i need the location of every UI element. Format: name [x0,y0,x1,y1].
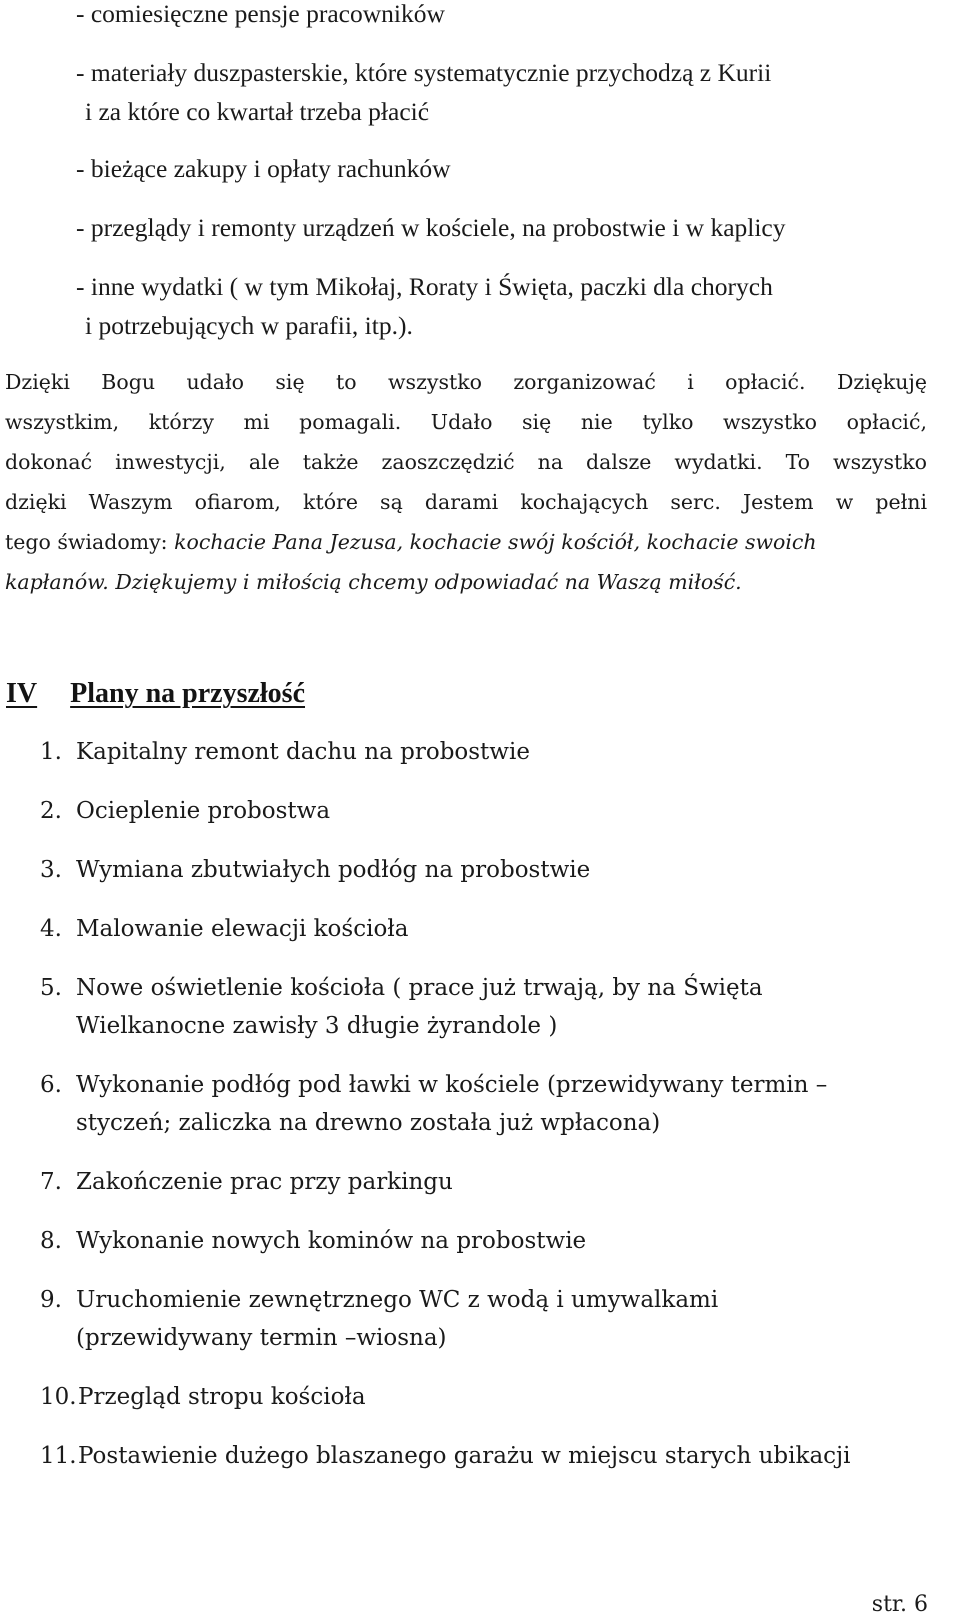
section-title: Plany na przyszłość [70,678,306,709]
plan-text: Postawienie dużego blaszanego garażu w miejscu starych ubikacji [78,1443,851,1469]
plan-number: 11. [40,1443,77,1469]
thanks-paragraph [5,362,927,602]
plan-number: 6. [40,1072,62,1098]
plan-number: 10. [40,1384,77,1410]
plan-item-1 [40,733,530,771]
bullet-text: - inne wydatki ( w tym Mikołaj, Roraty i Święta, paczki dla chorych [76,272,773,301]
plan-item-8 [40,1222,586,1260]
paragraph-line-2: wszystkim, którzy mi pomagali. Udało się nie tylko wszystko opłacić, [5,410,927,434]
expense-bullet-2 [76,53,771,131]
plan-item-4 [40,910,408,948]
plan-item-7 [40,1163,453,1201]
section-number: IV [6,678,38,709]
expense-bullet-1 [76,0,445,33]
plan-text: Wykonanie nowych kominów na probostwie [76,1228,587,1254]
bullet-text: - comiesięczne pensje pracowników [76,0,445,28]
paragraph-line-4: dzięki Waszym ofiarom, które są darami kochających serc. Jestem w pełni [5,490,927,514]
section-heading [6,672,305,716]
plan-item-6 [40,1066,827,1142]
expense-bullet-4 [76,208,786,247]
plan-number: 9. [40,1287,62,1313]
plan-number: 8. [40,1228,62,1254]
plan-item-3 [40,851,590,889]
plan-text: Wymiana zbutwiałych podłóg na probostwie [76,857,591,883]
plan-text: Wykonanie podłóg pod ławki w kościele (przewidywany termin – [76,1072,828,1098]
plan-text: Nowe oświetlenie kościoła ( prace już trwają, by na Święta [76,975,763,1001]
paragraph-text: tego świadomy: [5,530,175,554]
plan-item-11 [40,1437,851,1475]
bullet-text: - przeglądy i remonty urządzeń w kościele, na probostwie i w kaplicy [76,213,786,242]
plan-text: Uruchomienie zewnętrznego WC z wodą i umywalkami [76,1287,719,1313]
plan-text-continuation: Wielkanocne zawisły 3 długie żyrandole ) [76,1013,558,1039]
plan-number: 1. [40,739,62,765]
plan-text-continuation: styczeń; zaliczka na drewno została już wpłacona) [76,1110,661,1136]
plan-number: 5. [40,975,62,1001]
paragraph-italic-text: kapłanów. Dziękujemy i miłością chcemy odpowiadać na Waszą miłość. [5,570,742,594]
plan-number: 2. [40,798,62,824]
expense-bullet-3 [76,149,451,188]
expense-bullet-5 [76,267,773,345]
plan-number: 3. [40,857,62,883]
plan-text: Ocieplenie probostwa [76,798,331,824]
bullet-text: - bieżące zakupy i opłaty rachunków [76,154,451,183]
plan-text: Zakończenie prac przy parkingu [76,1169,453,1195]
plan-text: Kapitalny remont dachu na probostwie [76,739,530,765]
plan-number: 7. [40,1169,62,1195]
bullet-text-continuation: i za które co kwartał trzeba płacić [85,97,430,126]
bullet-text-continuation: i potrzebujących w parafii, itp.). [85,311,413,340]
paragraph-italic-text: kochacie Pana Jezusa, kochacie swój kościół, kochacie swoich [174,530,817,554]
plan-item-5 [40,969,763,1045]
plan-item-9 [40,1281,718,1357]
paragraph-line-6 [5,562,927,602]
paragraph-line-5 [5,522,927,562]
plan-item-2 [40,792,330,830]
plan-text: Malowanie elewacji kościoła [76,916,409,942]
page-number: str. 6 [871,1592,928,1617]
plan-text-continuation: (przewidywany termin –wiosna) [76,1325,447,1351]
paragraph-line-3: dokonać inwestycji, ale także zaoszczędzić na dalsze wydatki. To wszystko [5,450,927,474]
plan-number: 4. [40,916,62,942]
plan-text: Przegląd stropu kościoła [78,1384,366,1410]
paragraph-line-1: Dzięki Bogu udało się to wszystko zorganizować i opłacić. Dziękuję [5,370,927,394]
plan-item-10 [40,1378,366,1416]
bullet-text: - materiały duszpasterskie, które systematycznie przychodzą z Kurii [76,58,772,87]
